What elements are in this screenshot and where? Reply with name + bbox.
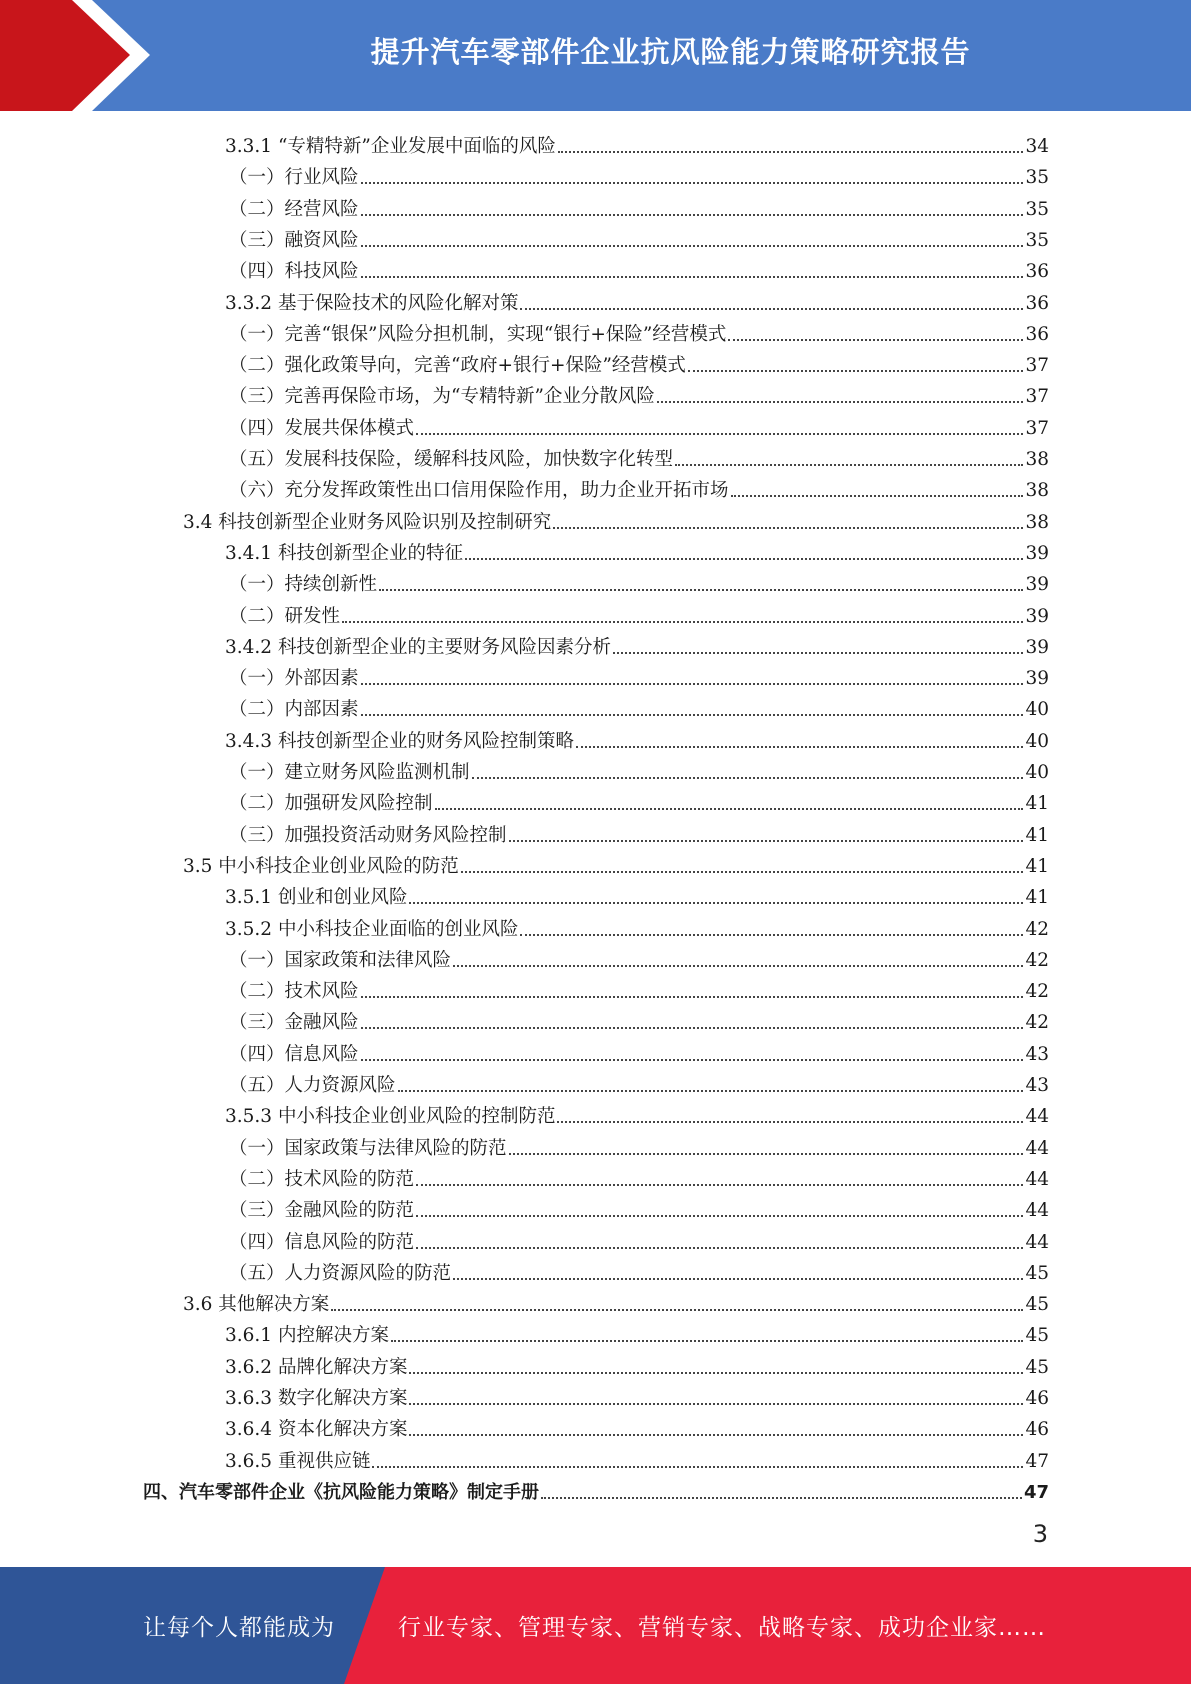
toc-entry[interactable] [225,911,1049,942]
toc-entry[interactable] [183,848,1049,879]
toc-entry[interactable] [183,504,1049,535]
toc-dot-leader [361,714,1024,716]
toc-entry-label: （二）技术风险的防范 [229,1168,415,1190]
toc-dot-leader [453,965,1023,967]
toc-entry-page: 45 [1025,1356,1049,1378]
toc-entry-page: 43 [1025,1043,1049,1065]
toc-entry-page: 44 [1025,1231,1049,1253]
toc-dot-leader [613,652,1023,654]
toc-dot-leader [361,276,1024,278]
toc-dot-leader [461,871,1024,873]
toc-entry-page: 39 [1025,668,1049,690]
toc-entry-label: （一）国家政策与法律风险的防范 [229,1137,507,1159]
header-title: 提升汽车零部件企业抗风险能力策略研究报告 [370,34,971,69]
toc-dot-leader [361,996,1024,998]
toc-entry-label: 3.4.1 科技创新型企业的特征 [225,542,463,564]
toc-entry-label: （二）研发性 [229,605,341,627]
toc-entry[interactable] [229,1224,1049,1255]
toc-entry-label: （六）充分发挥政策性出口信用保险作用，助力企业开拓市场 [229,480,729,502]
toc-entry-label: 3.4.2 科技创新型企业的主要财务风险因素分析 [225,636,611,658]
toc-dot-leader [416,1247,1023,1249]
toc-entry-label: （二）强化政策导向，完善“政府+银行+保险”经营模式 [229,355,686,377]
toc-entry[interactable] [225,1411,1049,1442]
toc-entry[interactable] [229,316,1049,347]
toc-entry-label: 3.5.2 中小科技企业面临的创业风险 [225,918,519,940]
toc-entry[interactable] [229,785,1049,816]
toc-dot-leader [520,934,1023,936]
toc-dot-leader [675,464,1023,466]
toc-entry-page: 44 [1025,1200,1049,1222]
toc-entry-label: （一）外部因素 [229,668,359,690]
toc-entry-page: 38 [1025,511,1049,533]
toc-dot-leader [409,1434,1023,1436]
toc-entry-label: （三）金融风险 [229,1012,359,1034]
toc-entry-label: （四）信息风险的防范 [229,1231,415,1253]
toc-entry-page: 34 [1025,136,1049,157]
toc-dot-leader [409,1372,1023,1374]
toc-entry-page: 39 [1025,574,1049,596]
toc-entry[interactable] [225,535,1049,566]
toc-entry-page: 42 [1025,949,1049,971]
toc-entry[interactable] [229,598,1049,629]
toc-entry-label: （三）融资风险 [229,229,359,251]
toc-entry-label: （一）国家政策和法律风险 [229,949,452,971]
toc-dot-leader [472,777,1024,779]
toc-dot-leader [541,1497,1022,1499]
toc-entry-page: 47 [1023,1481,1049,1503]
page-number: 3 [1032,1520,1048,1548]
toc-entry-label: （四）信息风险 [229,1043,359,1065]
toc-entry-page: 37 [1025,355,1049,377]
toc-entry-page: 35 [1025,229,1049,251]
toc-entry-page: 41 [1025,824,1049,846]
toc-dot-leader [361,245,1024,247]
toc-dot-leader [576,746,1023,748]
toc-entry[interactable] [229,1255,1049,1286]
toc-entry-page: 39 [1025,636,1049,658]
toc-entry[interactable] [229,410,1049,441]
toc-entry-page: 37 [1025,417,1049,439]
toc-entry[interactable] [229,1130,1049,1161]
toc-entry-label: 3.5.1 创业和创业风险 [225,887,408,909]
toc-entry[interactable] [229,253,1049,284]
toc-entry-label: 3.6.1 内控解决方案 [225,1325,389,1347]
toc-dot-leader [361,1027,1024,1029]
toc-entry-label: 3.6 其他解决方案 [183,1294,330,1316]
toc-entry-label: （二）技术风险 [229,981,359,1003]
toc-entry[interactable] [229,378,1049,409]
toc-entry-label: 3.6.3 数字化解决方案 [225,1388,408,1409]
toc-entry-page: 45 [1025,1325,1049,1347]
toc-entry[interactable] [229,1067,1049,1098]
toc-dot-leader [553,527,1023,529]
toc-entry-page: 40 [1025,762,1049,783]
toc-dot-leader [398,1090,1024,1092]
toc-entry-page: 42 [1025,918,1049,940]
toc-dot-leader [342,621,1023,623]
toc-entry-label: 3.5 中小科技企业创业风险的防范 [183,855,459,877]
toc-dot-leader [409,1403,1023,1405]
toc-entry-page: 44 [1025,1168,1049,1190]
toc-entry-label: （五）人力资源风险的防范 [229,1262,452,1284]
toc-dot-leader [361,182,1024,184]
toc-entry[interactable] [183,1286,1049,1317]
toc-entry[interactable] [229,347,1049,378]
toc-entry[interactable] [225,629,1049,660]
toc-entry-label: （五）发展科技保险，缓解科技风险，加快数字化转型 [229,449,674,470]
toc-entry-page: 43 [1025,1075,1049,1096]
toc-entry[interactable] [225,1317,1049,1348]
toc-dot-leader [435,808,1024,810]
toc-entry-page: 39 [1025,542,1049,564]
toc-dot-leader [465,558,1023,560]
toc-entry-label: 3.3.2 基于保险技术的风险化解对策 [225,292,519,314]
toc-entry-page: 42 [1025,1012,1049,1034]
toc-entry-label: （一）行业风险 [229,167,359,189]
toc-entry-label: 3.4 科技创新型企业财务风险识别及控制研究 [183,511,552,533]
toc-entry-label: 3.6.5 重视供应链 [225,1450,371,1472]
page-footer [0,1567,1191,1684]
toc-entry-page: 40 [1025,699,1049,721]
toc-dot-leader [361,683,1024,685]
toc-entry-page: 45 [1025,1262,1049,1284]
toc-entry[interactable] [225,1443,1049,1474]
toc-dot-leader [558,151,1024,153]
toc-entry-page: 36 [1025,261,1049,283]
toc-entry-label: （二）经营风险 [229,198,359,220]
toc-dot-leader [391,1340,1023,1342]
footer-slogan-right: 行业专家、管理专家、营销专家、战略专家、成功企业家…… [398,1615,1046,1641]
toc-entry-label: （三）金融风险的防范 [229,1200,415,1222]
toc-entry-label: （四）发展共保体模式 [229,417,415,439]
toc-entry[interactable] [229,817,1049,848]
toc-entry-label: 3.5.3 中小科技企业创业风险的控制防范 [225,1106,556,1128]
toc-entry[interactable] [225,723,1049,754]
toc-entry-label: 3.4.3 科技创新型企业的财务风险控制策略 [225,730,574,752]
toc-entry[interactable] [229,441,1049,472]
toc-dot-leader [688,370,1024,372]
toc-entry-label: （二）内部因素 [229,699,359,721]
toc-entry-page: 46 [1025,1388,1049,1409]
toc-entry[interactable] [229,191,1049,222]
toc-entry-label: （一）持续创新性 [229,574,378,596]
toc-entry-page: 36 [1025,292,1049,314]
toc-entry[interactable] [225,285,1049,316]
toc-dot-leader [520,308,1023,310]
toc-dot-leader [509,1153,1024,1155]
toc-entry-page: 44 [1025,1137,1049,1159]
toc-entry-page: 47 [1025,1450,1049,1472]
toc-entry-page: 35 [1025,167,1049,189]
toc-dot-leader [361,1059,1024,1061]
toc-entry-page: 41 [1025,887,1049,909]
page-header [0,0,1191,111]
toc-entry-page: 35 [1025,198,1049,220]
header-chevron-decoration [0,0,170,111]
toc-entry-label: 3.3.1 “专精特新”企业发展中面临的风险 [225,136,556,157]
toc-dot-leader [557,1121,1023,1123]
toc-entry[interactable] [229,1161,1049,1192]
toc-dot-leader [731,495,1024,497]
toc-entry-label: （三）完善再保险市场，为“专精特新”企业分散风险 [229,386,655,408]
toc-dot-leader [331,1309,1023,1311]
toc-entry-page: 38 [1025,449,1049,470]
toc-entry-page: 39 [1025,605,1049,627]
toc-entry[interactable] [229,1004,1049,1035]
toc-entry[interactable] [225,1380,1049,1411]
toc-entry-label: （四）科技风险 [229,261,359,283]
toc-dot-leader [416,433,1023,435]
toc-entry-page: 38 [1025,480,1049,502]
toc-entry[interactable] [229,754,1049,785]
toc-entry[interactable] [229,1192,1049,1223]
toc-dot-leader [416,1184,1023,1186]
toc-dot-leader [453,1278,1023,1280]
toc-entry[interactable] [229,660,1049,691]
toc-entry-page: 46 [1025,1419,1049,1441]
toc-entry-page: 37 [1025,386,1049,408]
toc-entry[interactable] [225,128,1049,159]
toc-entry[interactable] [229,691,1049,722]
toc-dot-leader [509,840,1024,842]
toc-entry-label: （一）建立财务风险监测机制 [229,762,470,783]
toc-entry-label: （一）完善“银保”风险分担机制，实现“银行+保险”经营模式 [229,323,727,345]
toc-entry[interactable] [143,1474,1049,1505]
toc-entry-label: （三）加强投资活动财务风险控制 [229,824,507,846]
toc-dot-leader [657,401,1024,403]
toc-dot-leader [409,902,1023,904]
toc-entry[interactable] [229,222,1049,253]
toc-entry[interactable] [225,1349,1049,1380]
toc-entry-page: 45 [1025,1294,1049,1316]
toc-entry[interactable] [229,159,1049,190]
toc-entry-label: （五）人力资源风险 [229,1075,396,1096]
toc-entry[interactable] [229,942,1049,973]
toc-entry[interactable] [229,1036,1049,1067]
toc-entry-label: 四、汽车零部件企业《抗风险能力策略》制定手册 [143,1481,539,1503]
toc-entry[interactable] [229,973,1049,1004]
toc-entry-page: 44 [1025,1106,1049,1128]
toc-entry-label: 3.6.4 资本化解决方案 [225,1419,408,1441]
toc-entry-page: 41 [1025,793,1049,815]
toc-dot-leader [379,589,1023,591]
toc-entry[interactable] [225,879,1049,910]
footer-slogan-left: 让每个人都能成为 [143,1615,335,1641]
toc-dot-leader [372,1466,1023,1468]
toc-dot-leader [728,339,1023,341]
toc-entry-label: 3.6.2 品牌化解决方案 [225,1356,408,1378]
toc-entry-page: 36 [1025,323,1049,345]
toc-entry[interactable] [225,1098,1049,1129]
toc-entry-label: （二）加强研发风险控制 [229,793,433,815]
toc-entry-page: 42 [1025,981,1049,1003]
toc-entry-page: 41 [1025,855,1049,877]
toc-dot-leader [416,1215,1023,1217]
toc-dot-leader [361,214,1024,216]
toc-entry[interactable] [229,566,1049,597]
toc-entry[interactable] [229,472,1049,503]
toc-entry-page: 40 [1025,730,1049,752]
